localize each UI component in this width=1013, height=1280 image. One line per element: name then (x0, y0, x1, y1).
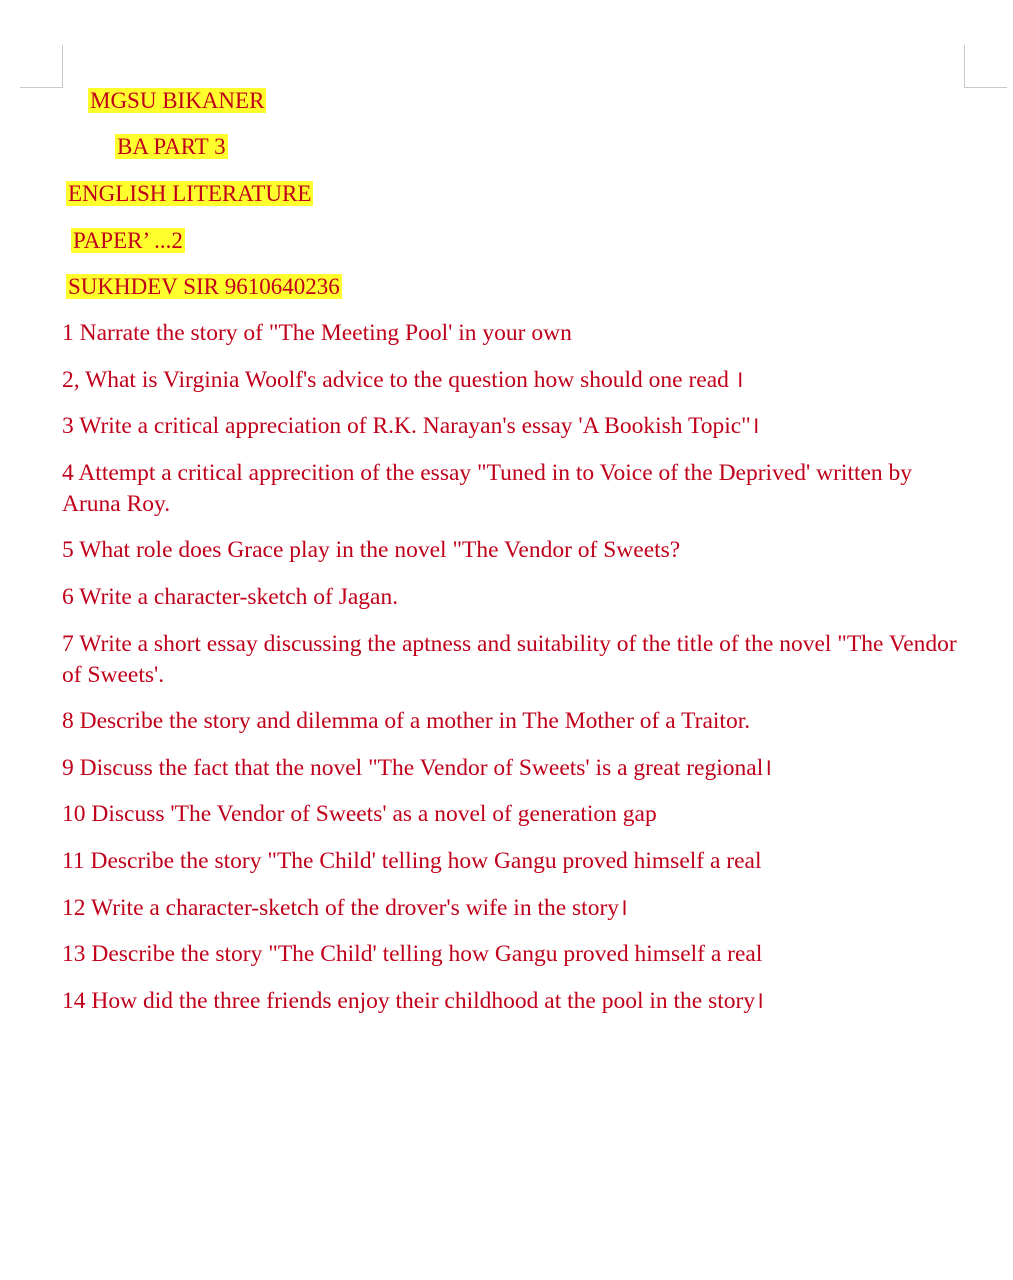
question-item: 9 Discuss the fact that the novel "The Vendor of Sweets' is a great regional। (62, 754, 773, 781)
question-item: 6 Write a character-sketch of Jagan. (62, 583, 399, 610)
subject-heading: ENGLISH LITERATURE (68, 181, 312, 206)
question-item: 5 What role does Grace play in the novel "The Vendor of Sweets? (62, 537, 681, 564)
question-item: 4 Attempt a critical apprecition of the essay "Tuned in to Voice of the Deprived' written by Aruna Roy. (62, 459, 913, 517)
teacher-heading: SUKHDEV SIR 9610640236 (68, 274, 340, 299)
top-right-margin-mark (964, 45, 1007, 88)
question-item: 10 Discuss 'The Vendor of Sweets' as a novel of generation gap (62, 801, 657, 828)
question-item: 8 Describe the story and dilemma of a mother in The Mother of a Traitor. (62, 708, 751, 735)
question-item: 14 How did the three friends enjoy their childhood at the pool in the story। (62, 987, 765, 1014)
question-item: 3 Write a critical appreciation of R.K. Narayan's essay 'A Bookish Topic"। (62, 413, 760, 440)
class-heading: BA PART 3 (117, 134, 226, 159)
question-item: 13 Describe the story "The Child' telling how Gangu proved himself a real (62, 941, 763, 968)
question-list (62, 318, 962, 1032)
paper-heading: PAPER’ ...2 (73, 228, 183, 253)
question-item: 12 Write a character-sketch of the drover's wife in the story। (62, 894, 628, 921)
question-item: 7 Write a short essay discussing the aptness and suitability of the title of the novel "The Vendor of Sweets'. (62, 630, 957, 688)
top-left-margin-mark (20, 45, 63, 88)
university-heading: MGSU BIKANER (90, 88, 265, 113)
question-item: 2, What is Virginia Woolf's advice to the question how should one read । (62, 366, 744, 393)
question-item: 1 Narrate the story of "The Meeting Pool' in your own (62, 320, 572, 346)
question-item: 11 Describe the story "The Child' telling how Gangu proved himself a real (62, 847, 762, 874)
